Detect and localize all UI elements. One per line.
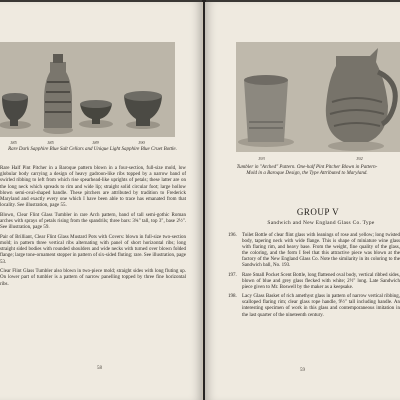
left-plate-caption: Rare Dark Sapphire Blue Salt Cellars and Unique Light Sapphire Blue Cruet Bottle. [8, 147, 177, 152]
photo-plate-salt-cellars [0, 42, 175, 137]
catalog-entry: Blown, Clear Flint Glass Tumbler in rare Arch pattern, band of tall semi-gothic Roman arches with sprays of petals rising from the spandrils; three bars: 3¾" tall, top 3", base 2½". See illustration, page 59. [0, 212, 186, 231]
tumbler-and-pitcher-photo [236, 42, 400, 152]
page-number-left: 58 [97, 366, 102, 371]
group-subheading: Sandwich and New England Glass Co. Type [267, 220, 375, 226]
group-heading: GROUP V [296, 207, 340, 217]
plate-number: 193 [258, 156, 265, 161]
photo-plate-tumbler-pitcher [236, 42, 400, 152]
left-entries [0, 166, 186, 291]
page-number-right: 59 [300, 368, 305, 373]
catalog-entry [228, 273, 400, 291]
entry-number: 198. [228, 294, 237, 300]
entry-number: 197. [228, 272, 237, 278]
catalog-entry: Clear Flint Glass Tumbler also blown in two-piece mold; straight sides with long fluting up. On lower part of tumbler is a pattern of narrow panelling topped by three fine horizontal ribs. [0, 269, 186, 287]
glass-salt-cellars-photo [0, 42, 175, 137]
right-plate-caption: Tumbler in "Arched" Pattern. One-half Pint Pitcher Blown in Pattern-Mold in a Baroque Design, the Type Attributed to Maryland. [236, 165, 378, 176]
plate-number: 185 [10, 140, 17, 145]
catalog-entry [228, 233, 400, 270]
plate-number: 189 [92, 140, 99, 145]
entry-text: Lacy Glass Basket of rich amethyst glass in pattern of narrow vertical ribbing, scalloped flaring rim; clear glass rope handle, 9½" tall including handle. An interesting specimen of work in this glass and contemporaneous imitation in the last quarter of the nineteenth century. [242, 294, 400, 318]
catalog-entry [228, 294, 400, 318]
right-entries [228, 233, 400, 322]
plate-number: 190 [138, 140, 145, 145]
entry-text: Rare Small Pocket Scent Bottle, long flattened oval body, vertical ribbed sides, blown of blue and grey glass flecked with white; 2½" long. Late Sandwich piece given to Mr. Boswell by the maker as a keepsake. [242, 272, 400, 290]
catalog-entry: Pair of Brilliant, Clear Flint Glass Mustard Pots with Covers: blown in full-size two-section mold; in pattern three vertical ribs alternating with panel of short horizontal ribs; long straight sided bodies with rounded shoulders and wide necks with turned over blown folded flange; large tone-ornament stopper in pattern of six-sided fluting; rare. See illustration, page 53. [0, 234, 186, 265]
entry-text: Toilet Bottle of clear flint glass with leanings of rose and yellow; long twisted body, tapering neck with wide flange. This is shape of miniature wine glass with flaring rim, and heavy base. From the weight, fine quality of the glass, the coloring, and the form I feel that this attractive piece was blown at the factory of the New England Glass Co. Note the similarity in its coloring to the Sandwich ball, No. 193. [242, 233, 400, 269]
plate-number: 192 [356, 156, 363, 161]
plate-number: 185 [47, 140, 54, 145]
catalog-entry: Rare Half Pint Pitcher in a Baroque pattern blown in a four-section, full-size mold, low globular body carrying a design of heavy gadroon-like ribs topped by a narrow band of swirled ribbing to left from which rise spearhead-like uprights of petals; these latter are on the long neck which spreads to rim and wide lip; straight solid circular foot; large hollow blown semi-oval-shaped handle. These pitchers are attributed by tradition to Frederick Maryland and exactly every one which I have been able to trace has emanated from that locality. See illustration, page 55. [0, 166, 186, 209]
entry-number: 196. [228, 233, 237, 238]
